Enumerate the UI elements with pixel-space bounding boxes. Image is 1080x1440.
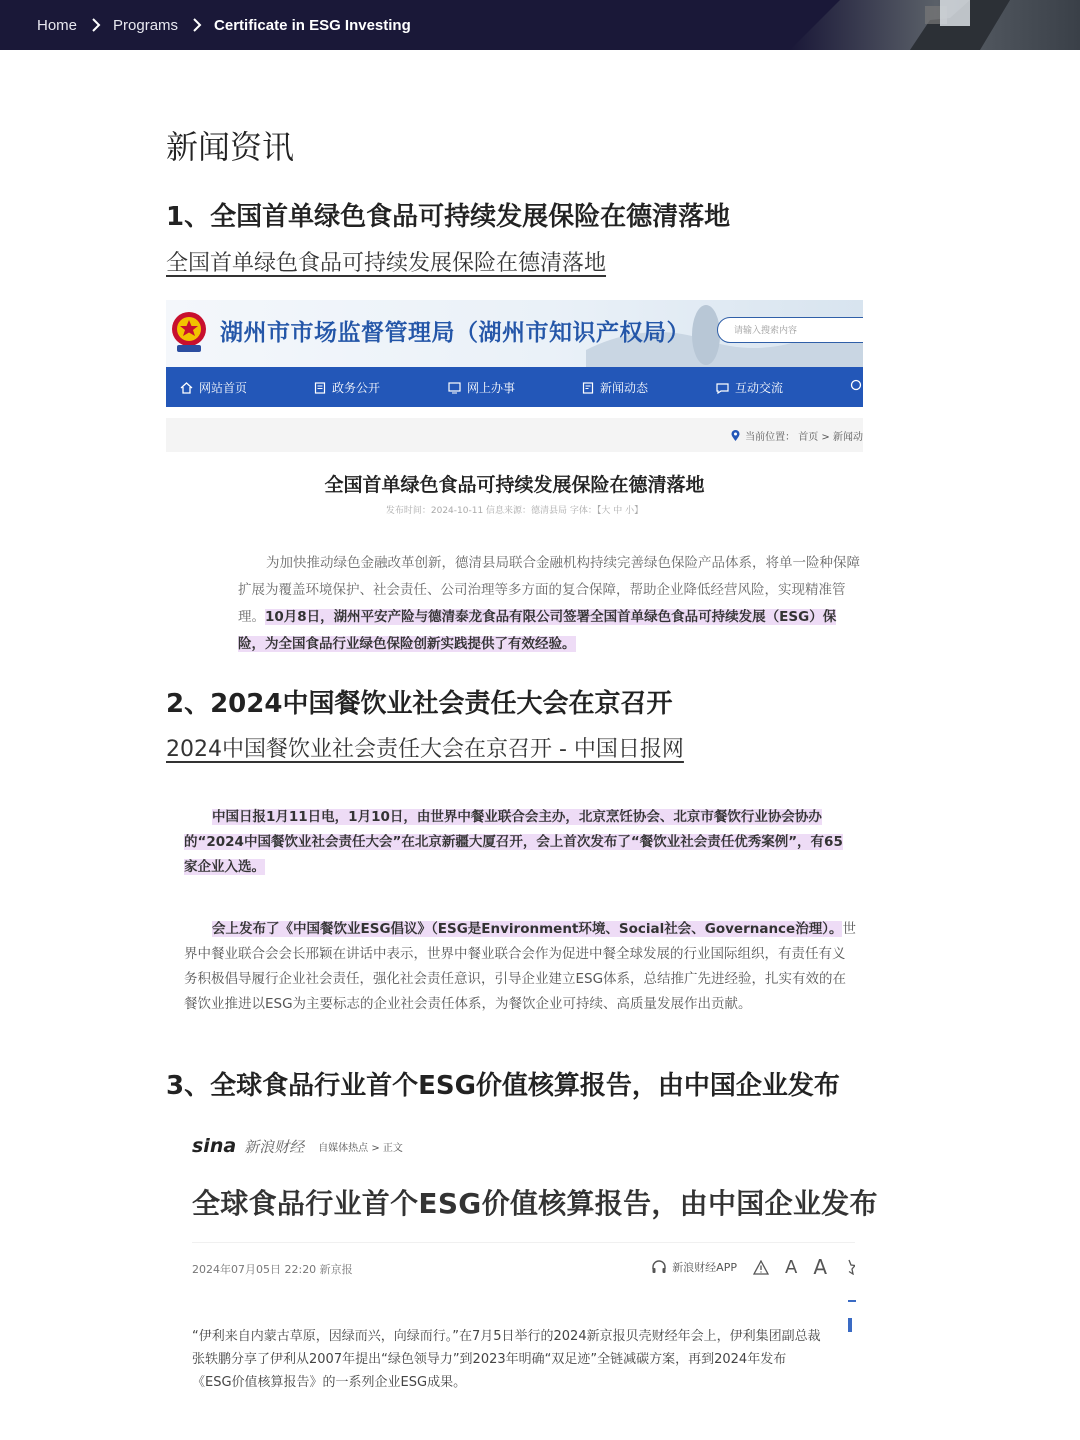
section-1-heading: 1、全国首单绿色食品可持续发展保险在德清落地 xyxy=(166,202,731,232)
police-emblem-icon xyxy=(169,307,209,359)
gov-location-bar xyxy=(166,418,863,452)
article-1-meta: 发布时间：2024-10-11 信息来源：德清县局 字体：【大 中 小】 xyxy=(385,506,644,516)
section-1-screenshot xyxy=(166,300,863,660)
chat-icon xyxy=(716,382,729,394)
article-1-title: 全国首单绿色食品可持续发展保险在德清落地 xyxy=(324,474,705,496)
sina-logo[interactable]: sina xyxy=(192,1135,237,1157)
gov-site-header xyxy=(166,300,863,367)
chevron-right-icon xyxy=(192,18,202,32)
font-size-increase-button[interactable]: A xyxy=(813,1255,827,1279)
article-1-highlight: 10月8日，湖州平安产险与德清泰龙食品有限公司签署全国首单绿色食品可持续发展（ESG）保险，为全国食品行业绿色保险创新实践提供了有效经验。 xyxy=(238,609,837,652)
gov-nav-more-icon[interactable] xyxy=(850,379,862,391)
headphones-icon xyxy=(651,1259,667,1275)
section-2-link[interactable]: 2024中国餐饮业社会责任大会在京召开 - 中国日报网 xyxy=(166,737,684,762)
sidebar-stub-line xyxy=(848,1300,856,1302)
breadcrumb-current: Certificate in ESG Investing xyxy=(214,16,411,34)
page-title: 新闻资讯 xyxy=(166,128,295,166)
article-3-body: “伊利来自内蒙古草原，因绿而兴，向绿而行。”在7月5日举行的2024新京报贝壳财经年会上，伊利集团副总裁张轶鹏分享了伊利从2007年提出“绿色领导力”到2023年明确“双足迹”全链减碳方案，再到2024年发布《ESG价值核算报告》的一系列企业ESG成果。 xyxy=(192,1329,821,1390)
sina-app-link[interactable]: 新浪财经APP xyxy=(651,1259,737,1275)
article-2-highlight-1: 中国日报1月11日电，1月10日，由世界中餐业联合会主办，北京烹饪协会、北京市餐饮行业协会协办的“2024中国餐饮业社会责任大会”在北京新疆大厦召开，会上首次发布了“餐饮业社会责任优秀案例”，有65家企业入选。 xyxy=(184,809,843,875)
article-1-body xyxy=(238,550,863,658)
font-size-decrease-button[interactable]: A xyxy=(784,1256,798,1278)
gov-location: 当前位置： 首页 > 新闻动 xyxy=(731,428,863,443)
gov-nav-bar xyxy=(166,367,863,407)
home-icon xyxy=(180,382,193,394)
location-pin-icon xyxy=(731,430,740,442)
sina-header xyxy=(192,1135,403,1157)
collect-icon[interactable] xyxy=(843,1259,855,1275)
article-1-plain-text: 为加快推动绿色金融改革创新，德清县局联合金融机构持续完善绿色保险产品体系，将单一险种保障扩展为覆盖环境保护、社会责任、公司治理等多方面的复合保障，帮助企业降低经营风险，实现精准管理。 xyxy=(238,555,860,625)
report-warning-icon[interactable] xyxy=(753,1260,769,1275)
news-icon xyxy=(582,382,594,394)
top-nav-bar xyxy=(0,0,1080,50)
article-2-paragraph-2 xyxy=(184,917,856,1017)
article-3-toolbar xyxy=(651,1255,855,1279)
section-1-link[interactable]: 全国首单绿色食品可持续发展保险在德清落地 xyxy=(166,251,607,276)
section-2-heading: 2、2024中国餐饮业社会责任大会在京召开 xyxy=(166,689,673,719)
header-banner-image xyxy=(780,0,1080,50)
monitor-icon xyxy=(448,382,461,394)
gov-site-title: 湖州市市场监督管理局（湖州市知识产权局） xyxy=(220,320,690,346)
gov-nav-home[interactable]: 网站首页 xyxy=(180,379,247,396)
gov-search-input[interactable]: 请输入搜索内容 xyxy=(717,317,863,343)
gov-nav-news[interactable]: 新闻动态 xyxy=(582,379,648,396)
article-2-paragraph-1 xyxy=(184,805,856,880)
document-icon xyxy=(314,382,326,394)
article-2-plain-text: 世界中餐业联合会会长邢颖在讲话中表示，世界中餐业联合会作为促进中餐全球发展的行业国际组织，有责任有义务积极倡导履行企业社会责任，强化社会责任意识，引导企业建立ESG体系，总结推广先进经验，扎实有效的在餐饮业推进以ESG为主要标志的企业社会责任体系，为餐饮企业可持续、高质量发展作出贡献。 xyxy=(184,921,856,1012)
breadcrumb-programs[interactable]: Programs xyxy=(113,16,179,34)
gov-nav-interact[interactable]: 互动交流 xyxy=(716,379,783,396)
gov-nav-affairs[interactable]: 政务公开 xyxy=(314,379,380,396)
sina-finance-name[interactable]: 新浪财经 xyxy=(244,1137,305,1156)
sidebar-stub-mark xyxy=(848,1318,852,1332)
section-3-screenshot xyxy=(192,1130,878,1430)
article-3-title: 全球食品行业首个ESG价值核算报告，由中国企业发布 xyxy=(192,1187,878,1220)
article-2-highlight-2: 会上发布了《中国餐饮业ESG倡议》（ESG是Environment环境、Social社会、Governance治理）。 xyxy=(212,921,843,937)
article-3-date-source: 2024年07月05日 22:20 新京报 xyxy=(192,1263,353,1276)
sina-breadcrumb[interactable]: 自媒体热点 > 正文 xyxy=(318,1142,403,1154)
section-3-heading: 3、全球食品行业首个ESG价值核算报告，由中国企业发布 xyxy=(166,1071,840,1101)
chevron-right-icon xyxy=(91,18,101,32)
breadcrumb xyxy=(37,0,411,50)
breadcrumb-home[interactable]: Home xyxy=(37,16,78,34)
gov-nav-online[interactable]: 网上办事 xyxy=(448,379,515,396)
article-3-meta-bar xyxy=(192,1242,855,1293)
